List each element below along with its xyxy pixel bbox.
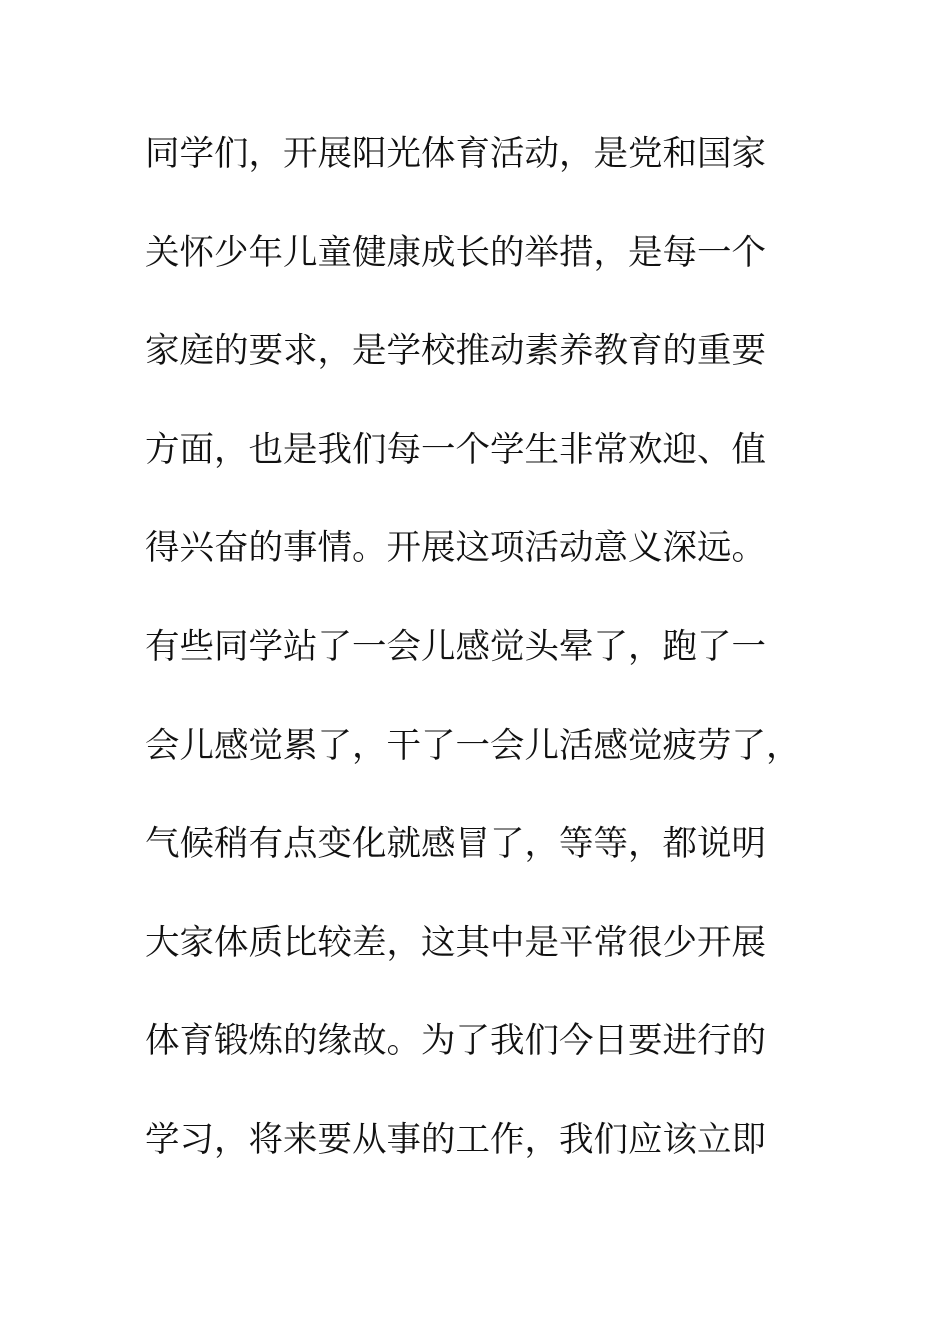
text-line: 会儿感觉累了，干了一会儿活感觉疲劳了， (145, 725, 801, 766)
text-line: 大家体质比较差，这其中是平常很少开展 (145, 922, 766, 963)
body-text (145, 126, 825, 1211)
text-line: 气候稍有点变化就感冒了，等等，都说明 (145, 824, 766, 865)
text-line: 关怀少年儿童健康成长的举措，是每一个 (145, 232, 766, 273)
text-line: 家庭的要求，是学校推动素养教育的重要 (145, 331, 766, 372)
text-line: 同学们，开展阳光体育活动，是党和国家 (145, 134, 766, 174)
text-line: 有些同学站了一会儿感觉头晕了，跑了一 (145, 626, 766, 667)
text-line: 学习，将来要从事的工作，我们应该立即 (145, 1119, 766, 1160)
text-line: 体育锻炼的缘故。为了我们今日要进行的 (145, 1021, 766, 1062)
text-line: 得兴奋的事情。开展这项活动意义深远。 (145, 528, 766, 569)
text-line: 方面，也是我们每一个学生非常欢迎、值 (145, 429, 766, 470)
